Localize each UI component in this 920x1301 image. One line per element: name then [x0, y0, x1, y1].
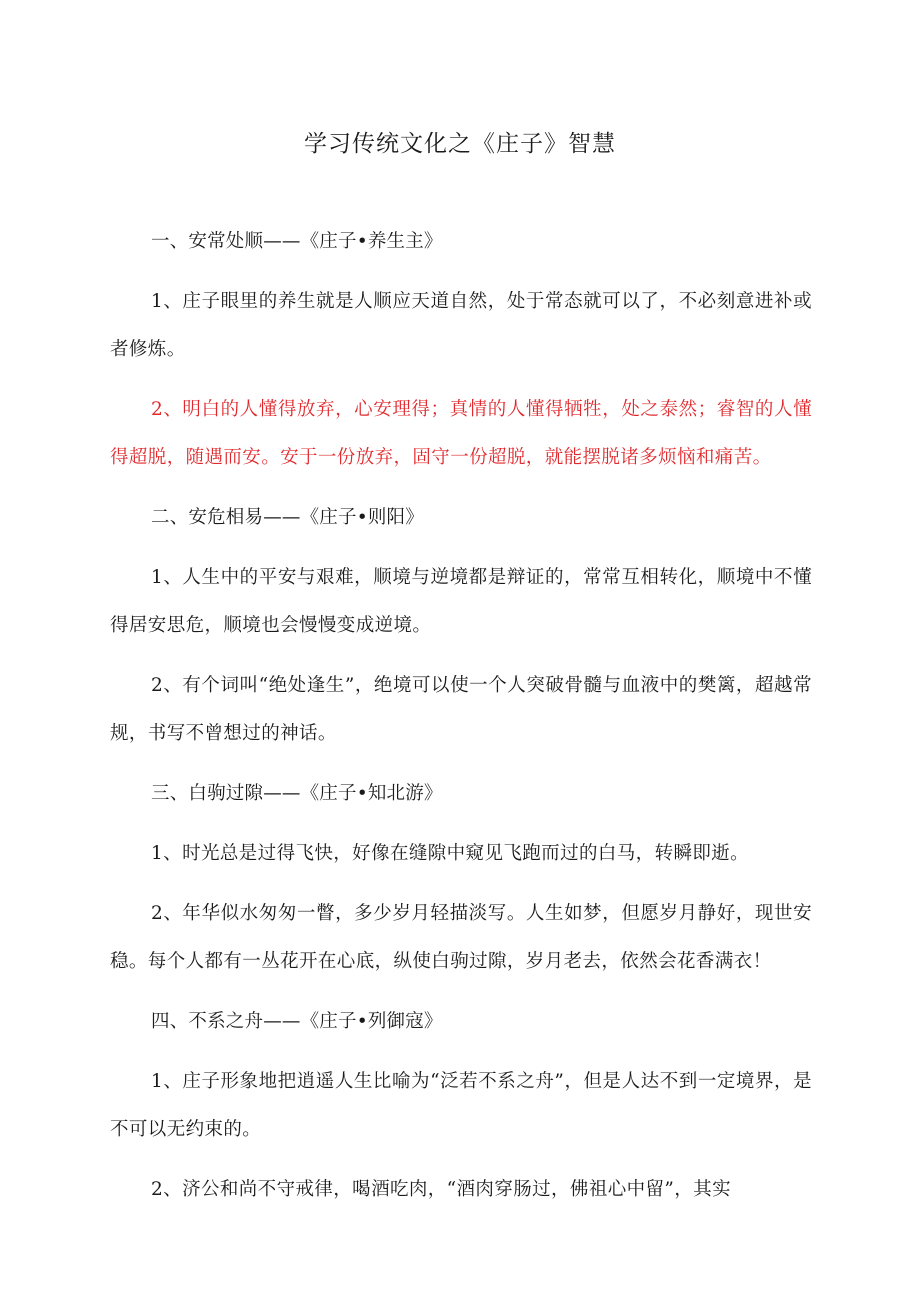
section-heading-2: 二、安危相易——《庄子•则阳》 — [151, 507, 424, 528]
section-heading-3: 三、白驹过隙——《庄子•知北游》 — [151, 783, 443, 804]
document-body — [110, 218, 812, 1226]
section-2-paragraph-1: 1、人生中的平安与艰难，顺境与逆境都是辩证的，常常互相转化，顺境中不懂得居安思危，顺境也会慢慢变成逆境。 — [110, 567, 812, 636]
section-3-paragraph-1: 1、时光总是过得飞快，好像在缝隙中窥见飞跑而过的白马，转瞬即逝。 — [151, 843, 750, 864]
section-4-paragraph-1: 1、庄子形象地把逍遥人生比喻为“泛若不系之舟”，但是人达不到一定境界，是不可以无约束的。 — [110, 1071, 812, 1140]
section-1-paragraph-2-highlight: 2、明白的人懂得放弃，心安理得；真情的人懂得牺牲，处之泰然；睿智的人懂得超脱，随遇而安。安于一份放弃，固守一份超脱，就能摆脱诸多烦恼和痛苦。 — [110, 399, 812, 468]
section-4-paragraph-2: 2、济公和尚不守戒律，喝酒吃肉，“酒肉穿肠过，佛祖心中留”，其实 — [151, 1179, 731, 1200]
section-1-paragraph-1: 1、庄子眼里的养生就是人顺应天道自然，处于常态就可以了，不必刻意进补或者修炼。 — [110, 291, 812, 360]
section-3-paragraph-2: 2、年华似水匆匆一瞥，多少岁月轻描淡写。人生如梦，但愿岁月静好，现世安稳。每个人都有一丛花开在心底，纵使白驹过隙，岁月老去，依然会花香满衣！ — [110, 903, 812, 972]
section-heading-4: 四、不系之舟——《庄子•列御寇》 — [151, 1011, 443, 1032]
section-2-paragraph-2: 2、有个词叫“绝处逢生”，绝境可以使一个人突破骨髓与血液中的樊篱，超越常规，书写不曾想过的神话。 — [110, 675, 812, 744]
document-title: 学习传统文化之《庄子》智慧 — [304, 131, 616, 157]
section-heading-1: 一、安常处顺——《庄子•养生主》 — [151, 231, 443, 252]
